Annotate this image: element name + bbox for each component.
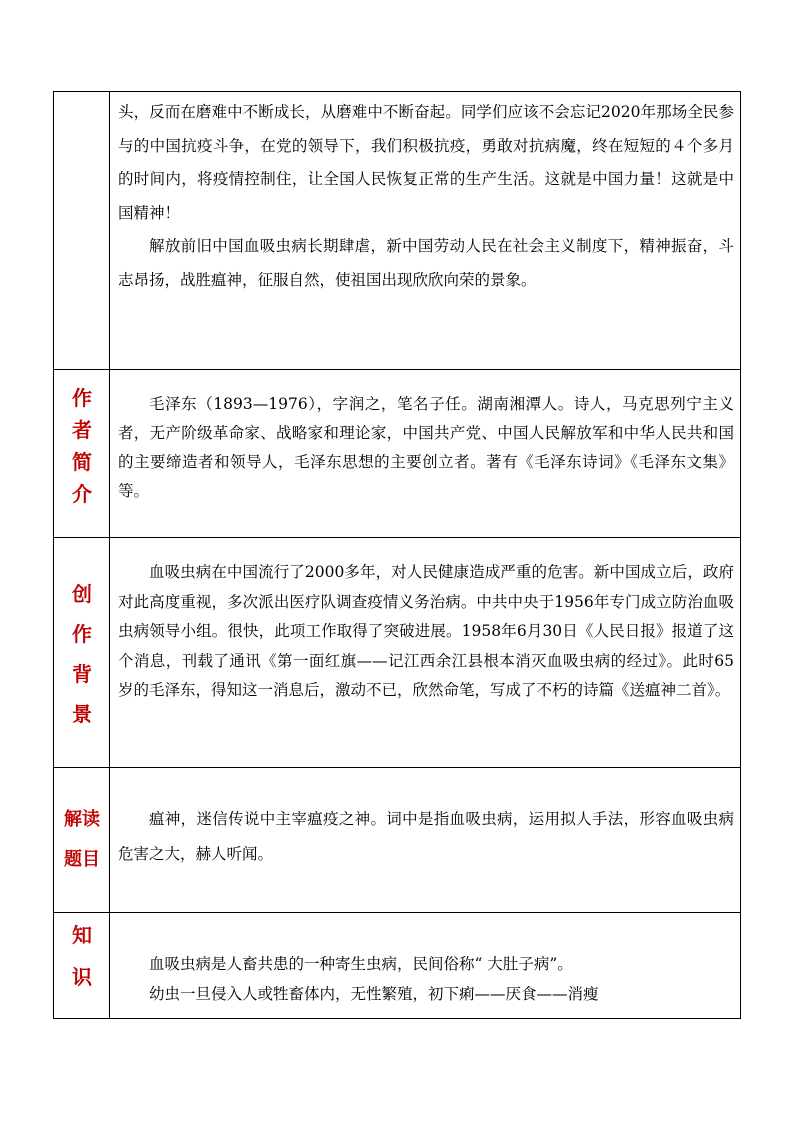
label-text: 题目 (64, 849, 100, 870)
table-row-author-intro (54, 370, 740, 538)
table-row-title-interpretation (54, 768, 740, 913)
label-char: 作 (72, 622, 92, 646)
table-row-knowledge (54, 913, 740, 1018)
row-content (118, 949, 734, 1009)
row-label-title-interpretation (54, 768, 110, 912)
paragraph: 血吸虫病在中国流行了2000多年，对人民健康造成严重的危害。新中国成立后，政府对此高度重视，多次派出医疗队调查疫情义务治病。中共中央于1956年专门成立防治血吸虫病领导小组。很快，此项工作取得了突破进展。1958年6月30日《人民日报》报道了这个消息，刊载了通讯《第一面红旗——记江西余江县根本消灭血吸虫病的经过》。此时65岁的毛泽东，得知这一消息后，激动不已，欣然命笔，写成了不朽的诗篇《送瘟神二首》。 (118, 563, 734, 699)
paragraph: 瘟神，迷信传说中主宰瘟疫之神。词中是指血吸虫病，运用拟人手法，形容血吸虫病危害之大，赫人听闻。 (118, 810, 734, 863)
label-char: 介 (72, 482, 92, 506)
label-char: 创 (72, 582, 92, 606)
paragraph: 解放前旧中国血吸虫病长期肆虐，新中国劳动人民在社会主义制度下，精神振奋，斗志昂扬，战胜瘟神，征服自然，使祖国出现欣欣向荣的景象。 (118, 237, 734, 289)
row-label-knowledge (54, 913, 110, 1018)
paragraph: 血吸虫病是人畜共患的一种寄生虫病，民间俗称“ 大肚子病”。 (149, 955, 573, 973)
row-content (118, 802, 734, 872)
row-label-background (54, 538, 110, 767)
label-char: 简 (72, 450, 92, 474)
row-label-author-intro (54, 370, 110, 537)
label-char: 识 (72, 965, 92, 989)
label-char: 背 (72, 662, 92, 686)
table-row-background (54, 538, 740, 768)
row-content (118, 558, 734, 706)
row-label-empty (54, 92, 110, 369)
label-char: 者 (72, 418, 92, 442)
table-row-continuation (54, 92, 740, 370)
label-char: 景 (72, 702, 92, 726)
paragraph: 头，反而在磨难中不断成长，从磨难中不断奋起。同学们应该不会忘记2020年那场全民参与的中国抗疫斗争，在党的领导下，我们积极抗疫，勇敢对抗病魔，终在短短的４个多月的时间内，将疫情控制住，让全国人民恢复正常的生产生活。这就是中国力量！这就是中国精神！ (118, 103, 734, 222)
paragraph: 毛泽东（1893—1976），字润之，笔名子任。湖南湘潭人。诗人，马克思列宁主义者，无产阶级革命家、战略家和理论家，中国共产党、中国人民解放军和中华人民共和国的主要缔造者和领导人，毛泽东思想的主要创立者。著有《毛泽东诗词》《毛泽东文集》等。 (118, 395, 734, 500)
label-char: 知 (72, 923, 92, 947)
row-content (118, 390, 734, 506)
label-text: 解读 (64, 809, 100, 830)
row-content (118, 96, 734, 297)
content-table (53, 91, 741, 1019)
paragraph: 幼虫一旦侵入人或牲畜体内，无性繁殖，初下痢——厌食——消瘦 (149, 985, 599, 1003)
label-char: 作 (72, 386, 92, 410)
